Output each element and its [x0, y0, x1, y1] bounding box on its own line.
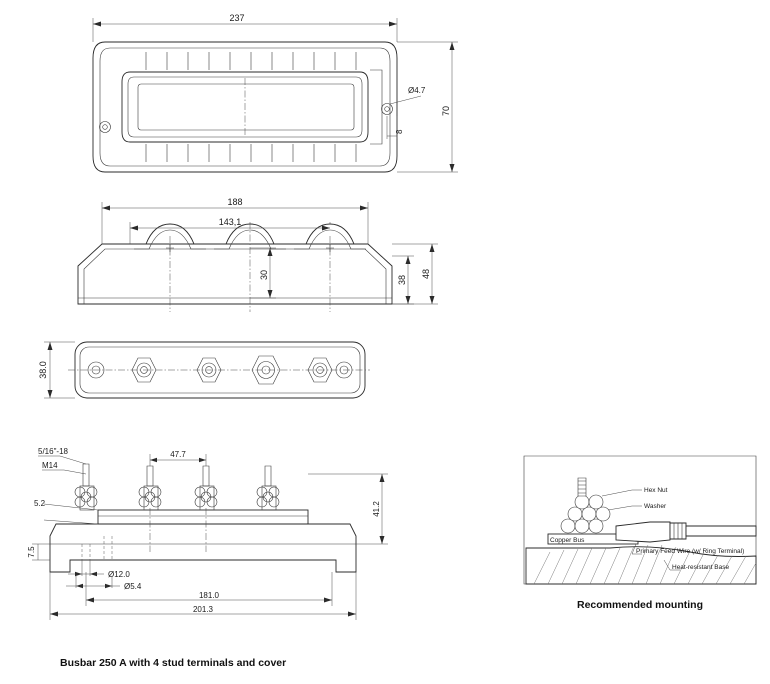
drawing-title-text: Busbar 250 A with 4 stud terminals and cover	[60, 657, 287, 669]
dim-hole-edge: 8	[395, 129, 404, 134]
dim-front-overall-height: 48	[421, 268, 431, 280]
callout-washer: Washer	[644, 503, 667, 510]
top-view	[30, 4, 460, 204]
callout-copper-bus: Copper Bus	[550, 537, 585, 544]
dim-hole-large: Ø12.0	[108, 570, 130, 579]
callout-primary-feed-wire: Primary Feed Wire (w/ Ring Terminal)	[636, 548, 745, 555]
dim-overall-length: 201.3	[192, 605, 214, 614]
mounting-caption: Recommended mounting	[576, 599, 704, 611]
dim-hole-diameter: Ø4.7	[408, 86, 426, 95]
callout-heat-resistant-base: Heat-resistant Base	[672, 564, 730, 571]
dim-plate-thickness: 5.2	[34, 499, 46, 508]
assembly-section-view	[20, 448, 440, 638]
dim-bar-width: 38.0	[38, 361, 48, 379]
recommended-mounting-view	[520, 452, 760, 612]
dim-mount-span: 181.0	[198, 591, 220, 600]
dim-top-width: 237	[229, 13, 245, 23]
dim-base-height: 7.5	[27, 546, 36, 558]
dim-total-height: 41.2	[372, 501, 381, 517]
dim-front-inner-height: 30	[259, 269, 269, 281]
dim-hole-small: Ø5.4	[124, 582, 142, 591]
dim-stud-pitch: 47.7	[170, 450, 186, 459]
front-view	[30, 196, 450, 336]
busbar-plan-view	[30, 330, 370, 415]
callout-thread-metric: M14	[42, 461, 58, 470]
dim-front-overall-width: 188	[227, 197, 243, 207]
dim-top-height: 70	[441, 105, 451, 117]
callout-hex-nut: Hex Nut	[644, 487, 668, 494]
dim-front-mid-height: 38	[397, 274, 407, 286]
drawing-title	[60, 652, 460, 676]
callout-thread-imperial: 5/16"-18	[38, 448, 68, 456]
dim-front-inner-width: 143,1	[218, 217, 242, 227]
